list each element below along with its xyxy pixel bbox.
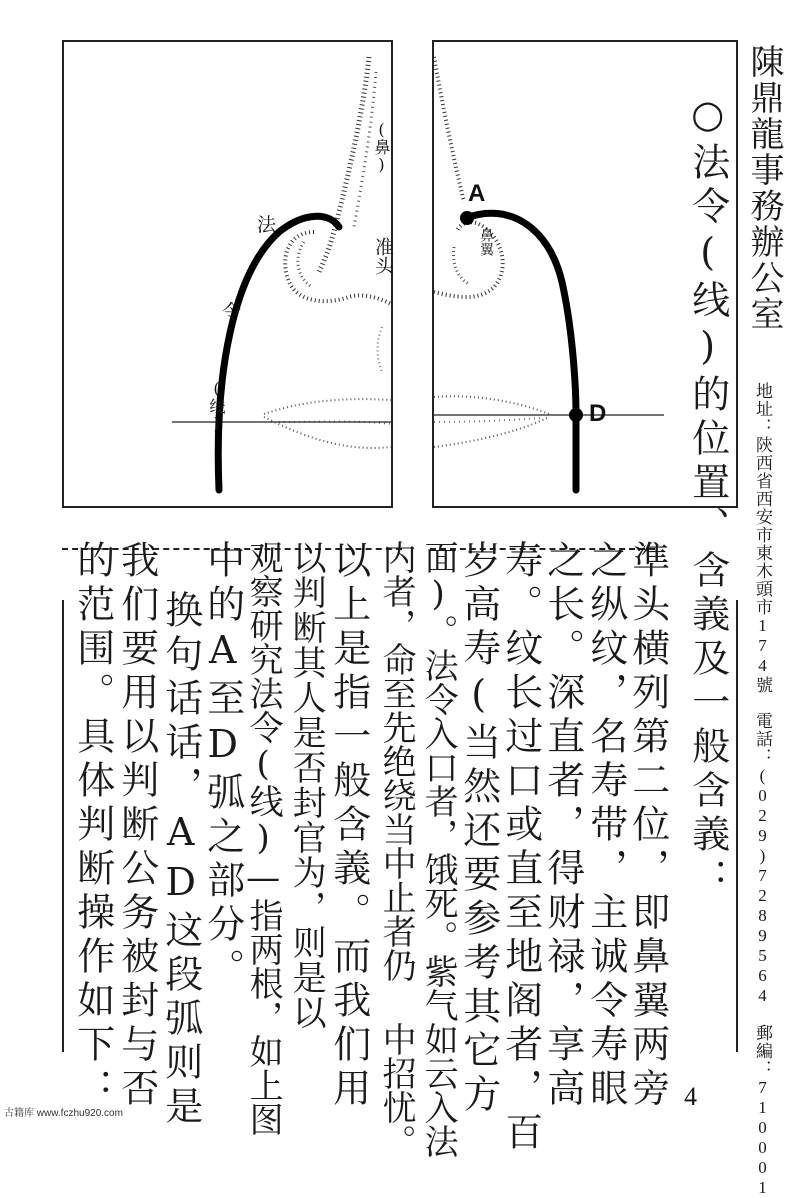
office-title: 陳鼎龍事務辦公室 xyxy=(744,44,784,332)
text-column: 中的A至D弧之部分。 xyxy=(200,540,245,992)
label-fa: 法 xyxy=(257,214,277,236)
text-column: 观察研究法令(线)—指两根，如上图 xyxy=(243,540,284,1136)
text-column: 的范围。具体判断操作如下： xyxy=(70,540,115,1112)
text-column: 準头横列第二位，即鼻翼两旁 xyxy=(625,540,670,1112)
label-nose: (鼻) xyxy=(372,120,391,174)
page-number: 4 xyxy=(684,1082,697,1111)
text-column: 换句话话，AD这段弧则是 xyxy=(158,590,203,1130)
text-column: 之长。深直者，得财禄，享高 xyxy=(540,540,585,1112)
label-xian: (线) xyxy=(207,379,226,433)
diagram-left-panel xyxy=(62,40,393,508)
text-column: 以判断其人是否封官为，则是以 xyxy=(286,540,327,1030)
point-d-dot xyxy=(569,408,583,422)
footer-watermark: 古籍库 www.fczhu920.com xyxy=(4,1108,123,1119)
left-face-drawing xyxy=(64,42,391,506)
label-point-d: D xyxy=(589,400,607,427)
label-zhuntou: 准头 xyxy=(372,237,394,275)
label-ling: 令 xyxy=(222,301,242,323)
text-column: 内者，命至先绝绕当中止者仍 中招忧。 xyxy=(376,540,417,1158)
text-column: 之纵纹，名寿带，主诚令寿眼 xyxy=(583,540,628,1112)
nose-ridge xyxy=(319,57,369,272)
office-address: 地址：陝西省西安市東木頭市174號 電話：(029)7289564 郵編：710001 xyxy=(753,382,772,1198)
text-column: 我们要用以判断公务被封与否 xyxy=(114,540,159,1112)
label-biyi: 鼻翼 xyxy=(478,228,494,256)
text-column: 寿。纹长过口或直至地阁者，百 xyxy=(498,540,543,1156)
text-column: 岁高寿(当然还要参考其它方 xyxy=(456,540,501,1118)
point-a-dot xyxy=(460,211,474,225)
text-column: 以上是指一般含義。而我们用 xyxy=(326,540,371,1112)
label-point-a: A xyxy=(468,180,486,207)
text-column-heading: ○法令(线)的位置、含義及一般含義： xyxy=(685,92,730,902)
fa-ling-line-left xyxy=(218,216,339,490)
text-column: 面)。法令入口者，饿死。紫气如云入法 xyxy=(418,540,459,1158)
